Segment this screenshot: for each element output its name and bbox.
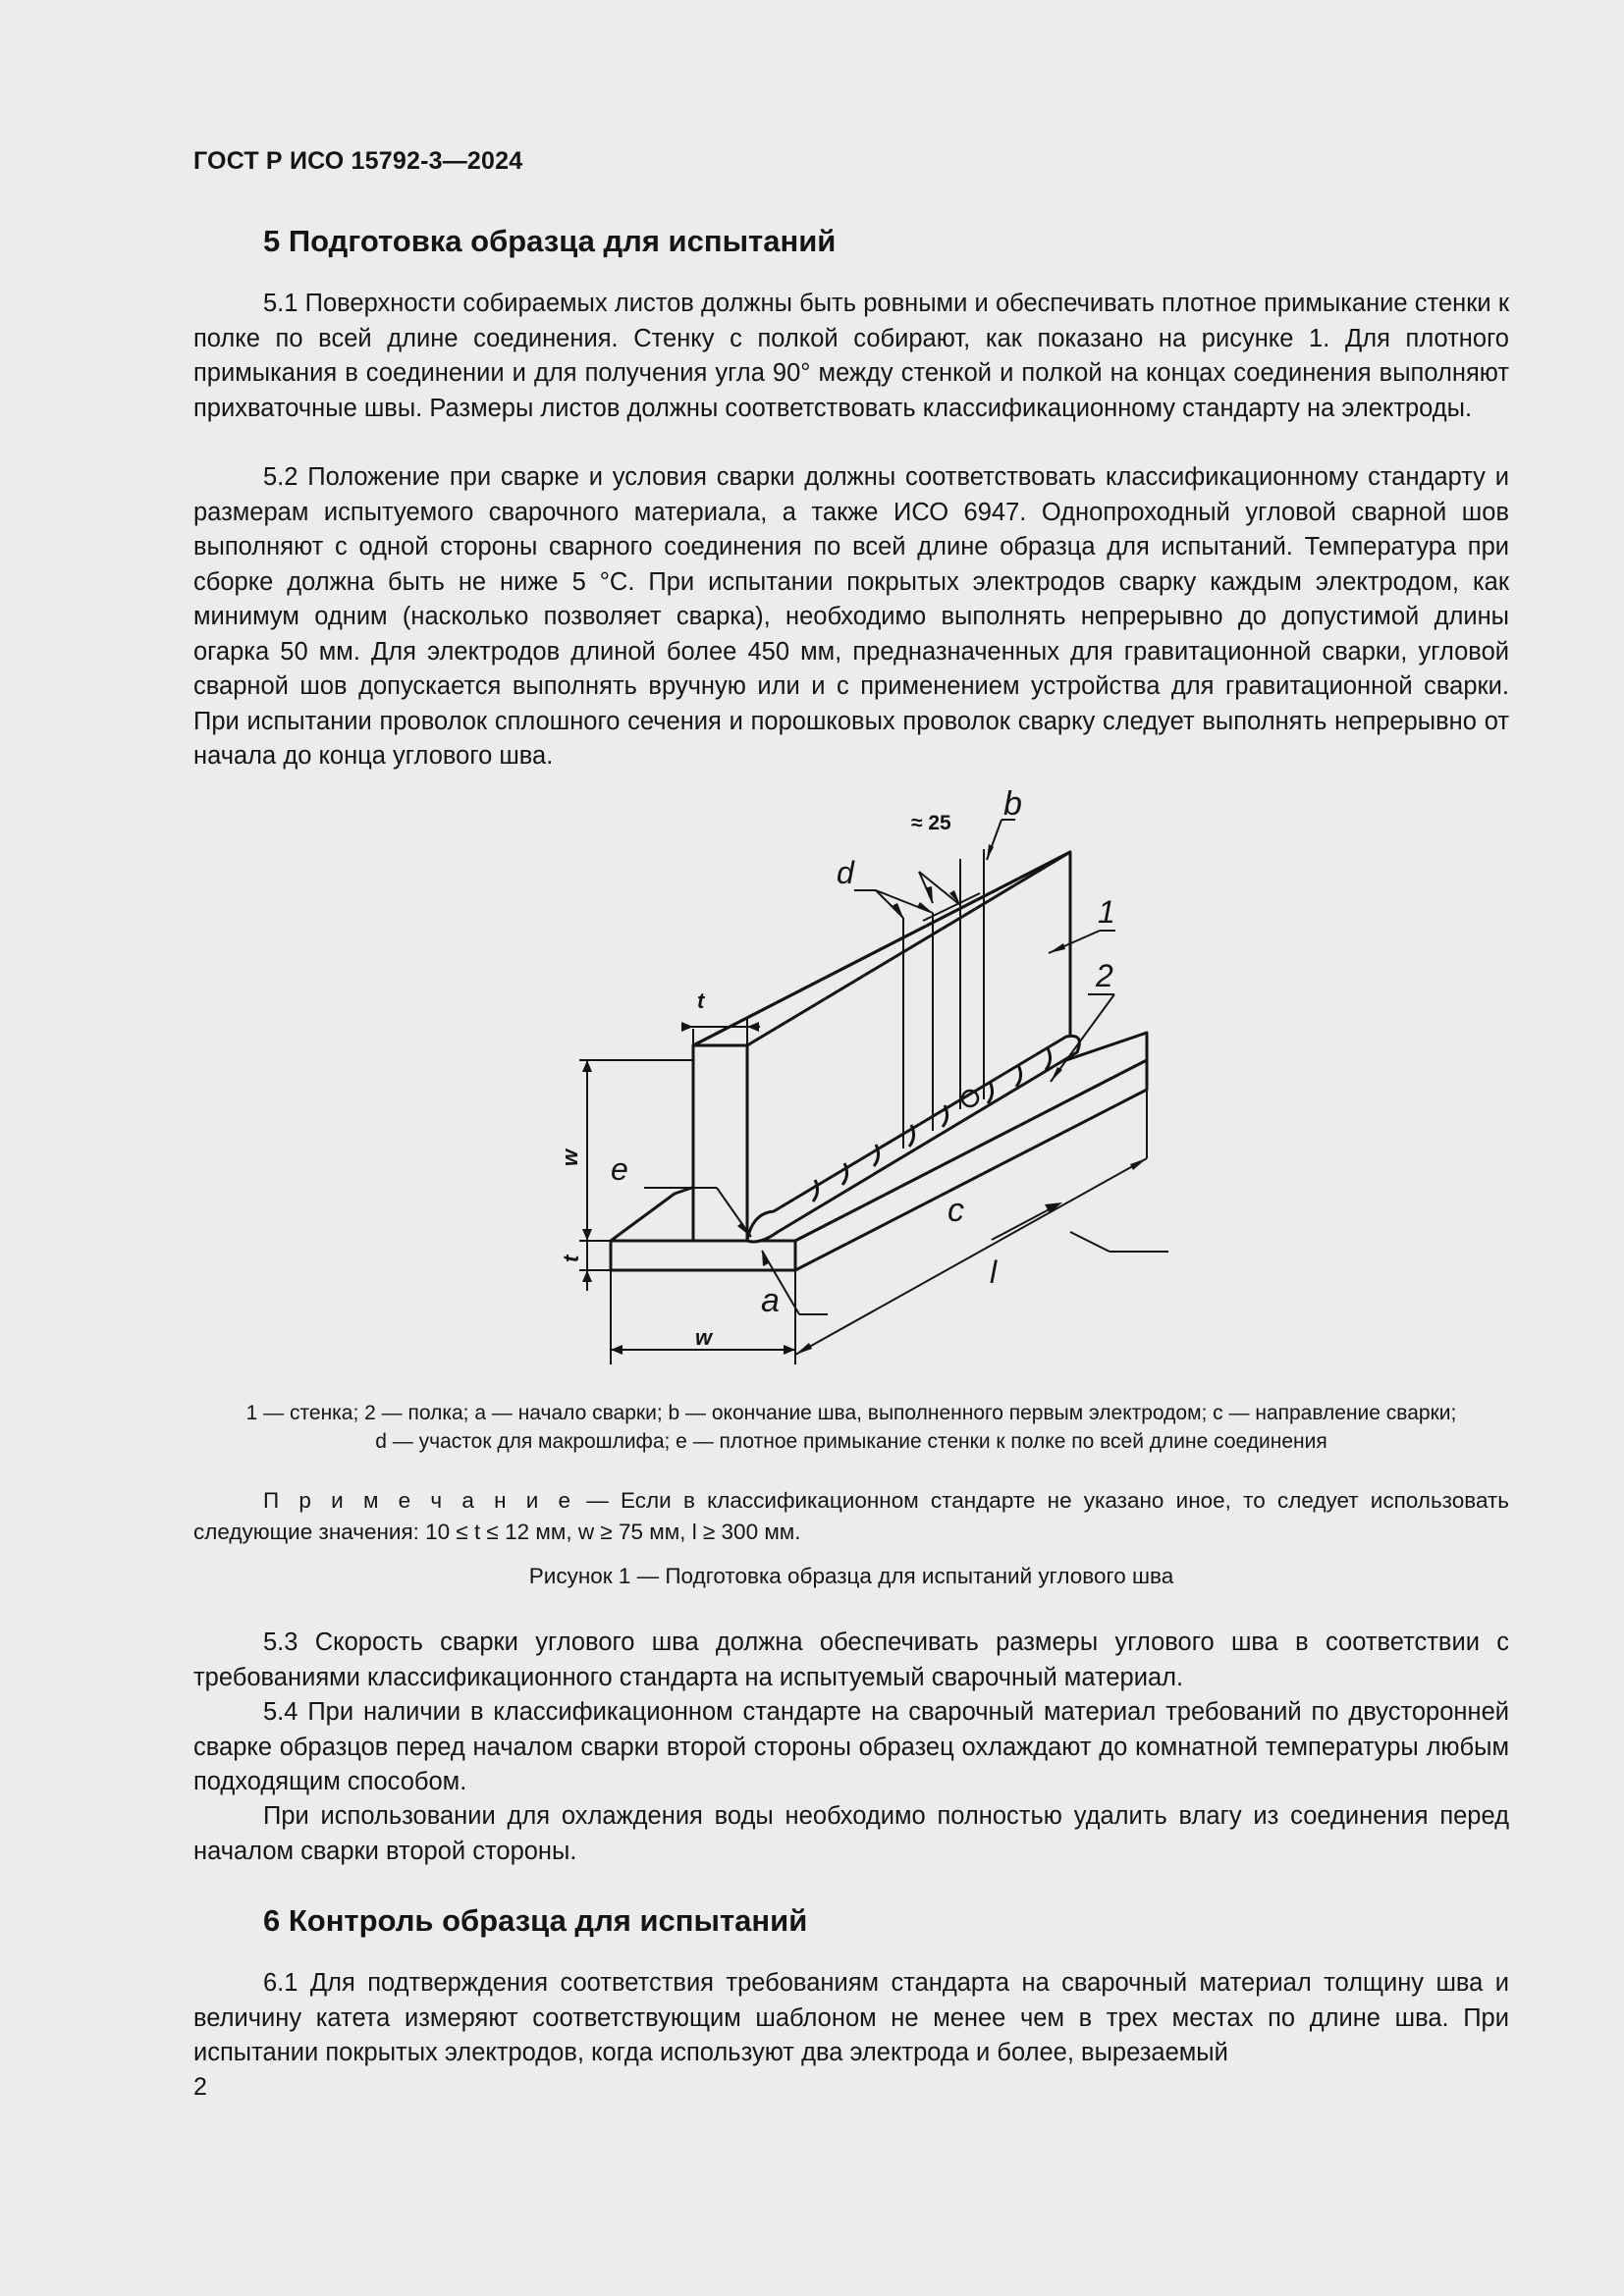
label-l: l <box>990 1255 998 1290</box>
figure-legend <box>193 1399 1509 1456</box>
label-b: b <box>1003 785 1022 823</box>
document-header: ГОСТ Р ИСО 15792-3—2024 <box>193 147 523 175</box>
note-text: — Если в классификационном стандарте не указано иное, то следует использовать следующие значения: 10 ≤ t ≤ 12 мм, w ≥ 75 мм, l ≥ 300 мм. <box>193 1488 1509 1544</box>
label-a: a <box>761 1282 780 1319</box>
paragraph-6-1: 6.1 Для подтверждения соответствия требованиям стандарта на сварочный материал толщину шва и величину катета измеряют соответствующим шаблоном не менее чем в трех местах по длине шва. При испытании покрытых электродов, когда используют два электрода и более, вырезаемый <box>193 1969 1509 2066</box>
label-c: c <box>947 1192 964 1229</box>
legend-line-2: d — участок для макрошлифа; e — плотное примыкание стенки к полке по всей длине соединения <box>375 1430 1327 1453</box>
paragraph-5-4-continued: При использовании для охлаждения воды необходимо полностью удалить влагу из соединения перед началом сварки второй стороны. <box>193 1802 1509 1865</box>
label-t-top: t <box>697 988 705 1013</box>
section-6-heading: 6 Контроль образца для испытаний <box>263 1903 808 1938</box>
label-d: d <box>837 855 854 890</box>
paragraph-5-4: 5.4 При наличии в классификационном стандарте на сварочный материал требований по двусторонней сварке образцов перед началом сварки второй стороны образец охлаждают до комнатной температуры любым подходящим способом. <box>193 1698 1509 1795</box>
label-w-left: w <box>558 1148 582 1166</box>
paragraph-5-3: 5.3 Скорость сварки углового шва должна обеспечивать размеры углового шва в соответствии с требованиями классификационного стандарта на испытуемый сварочный материал. <box>193 1629 1509 1691</box>
paragraph-5-1: 5.1 Поверхности собираемых листов должны быть ровными и обеспечивать плотное примыкание стенки к полке по всей длине соединения. Стенку с полкой собирают, как показано на рисунке 1. Для плотного примыкания в соединении и для получения угла 90° между стенкой и полкой на концах соединения выполняют прихваточные швы. Размеры листов должны соответствовать классификационному стандарту на электроды. <box>193 290 1509 422</box>
label-t-left: t <box>559 1255 583 1262</box>
paragraph-5-2: 5.2 Положение при сварке и условия сварки должны соответствовать классификационному стандарту и размерам испытуемого сварочного материала, а также ИСО 6947. Однопроходный угловой сварной шов выполняют с одной стороны сварного соединения по всей длине образца для испытаний. Температура при сборке должна быть не ниже 5 °С. При испытании покрытых электродов сварку каждым электродом, как минимум одним (насколько позволяет сварка), необходимо выполнять непрерывно до допустимой длины огарка 50 мм. Для электродов длиной более 450 мм, предназначенных для гравитационной сварки, угловой сварной шов допускается выполнять вручную или и с применением устройства для гравитационной сварки. При испытании проволок сплошного сечения и порошковых проволок сварку следует выполнять непрерывно от начала до конца углового шва. <box>193 463 1509 770</box>
label-2: 2 <box>1096 958 1113 993</box>
figure-note <box>193 1485 1509 1548</box>
figure-1-diagram <box>520 775 1208 1384</box>
label-approx-25: ≈ 25 <box>911 812 951 834</box>
label-e: e <box>611 1151 628 1187</box>
legend-line-1: 1 — стенка; 2 — полка; а — начало сварки; b — окончание шва, выполненного первым электродом; c — направление сварки; <box>245 1402 1457 1424</box>
label-w-bottom: w <box>695 1325 713 1350</box>
section-5-heading: 5 Подготовка образца для испытаний <box>263 224 837 258</box>
label-1: 1 <box>1098 894 1115 930</box>
figure-caption: Рисунок 1 — Подготовка образца для испытаний углового шва <box>528 1564 1174 1588</box>
note-label: П р и м е ч а н и е <box>263 1488 575 1513</box>
t-joint-drawing <box>520 775 1208 1384</box>
page-number: 2 <box>193 2073 207 2101</box>
